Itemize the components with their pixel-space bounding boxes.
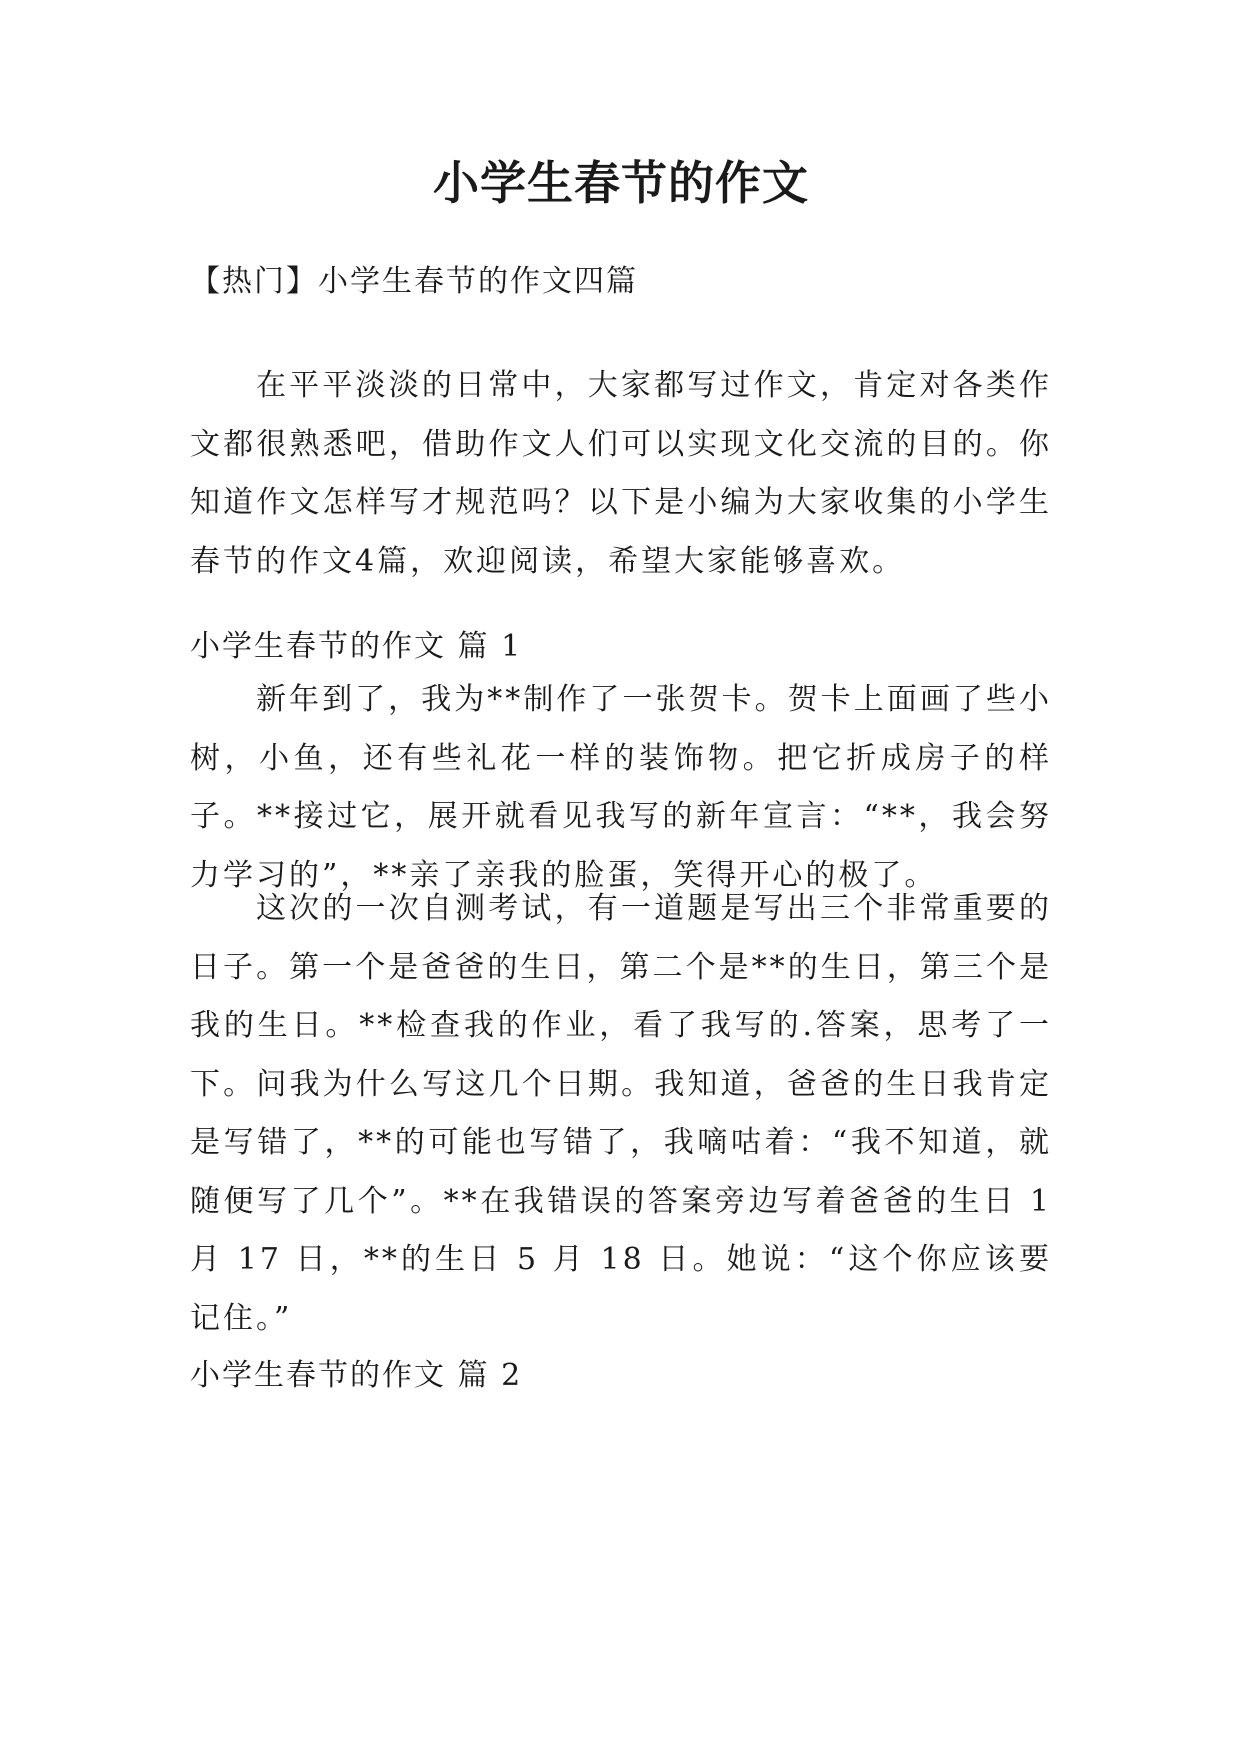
document-title: 小学生春节的作文 (433, 156, 809, 210)
intro-paragraph: 在平平淡淡的日常中，大家都写过作文，肯定对各类作文都很熟悉吧，借助作文人们可以实现文化交流的目的。你知道作文怎样写才规范吗？以下是小编为大家收集的小学生春节的作文4篇，欢迎阅读，希望大家能够喜欢。 (190, 368, 1052, 579)
section-1-paragraph-2: 这次的一次自测考试，有一道题是写出三个非常重要的日子。第一个是爸爸的生日，第二个是**的生日，第三个是我的生日。**检查我的作业，看了我写的.答案，思考了一下。问我为什么写这几个日期。我知道，爸爸的生日我肯定是写错了，**的可能也写错了，我嘀咕着：“我不知道，就随便写了几个”。**在我错误的答案旁边写着爸爸的生日 1 月 17 日，**的生日 5 月 18 日。她说：“这个你应该要记住。” (190, 891, 1052, 1336)
document-subtitle: 【热门】小学生春节的作文四篇 (190, 264, 638, 299)
section-2-heading: 小学生春节的作文 篇 2 (190, 1358, 523, 1393)
section-1-paragraph-1: 新年到了，我为**制作了一张贺卡。贺卡上面画了些小树，小鱼，还有些礼花一样的装饰物。把它折成房子的样子。**接过它，展开就看见我写的新年宣言：“**，我会努力学习的”，**亲了亲我的脸蛋，笑得开心的极了。 (190, 682, 1052, 893)
section-1-heading: 小学生春节的作文 篇 1 (190, 629, 523, 664)
